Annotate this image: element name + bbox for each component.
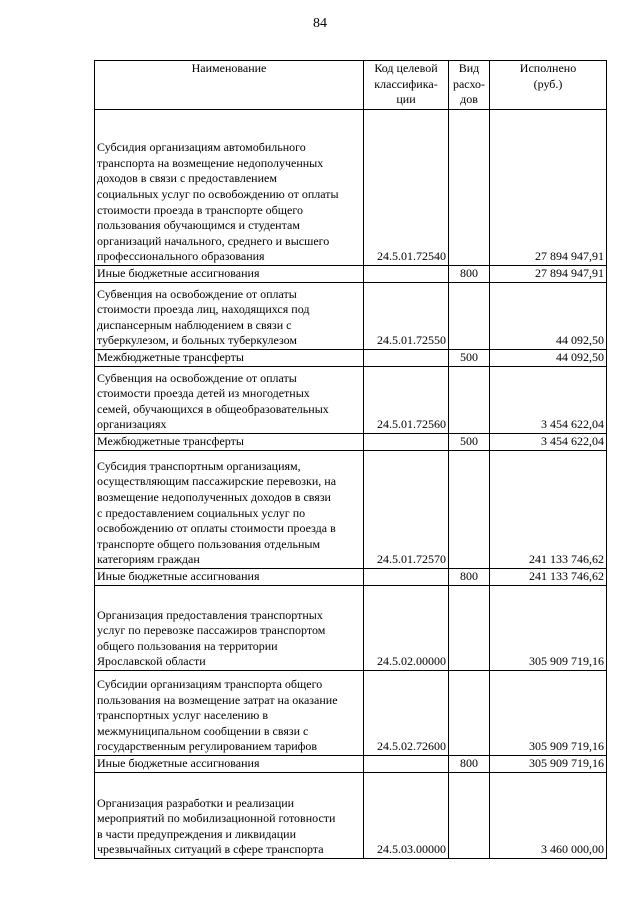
row-code <box>364 350 449 367</box>
row-code: 24.5.01.72560 <box>364 367 449 434</box>
row-type <box>449 367 490 434</box>
row-type <box>449 283 490 350</box>
row-name: Межбюджетные трансферты <box>95 434 364 451</box>
table-header-row <box>95 61 607 110</box>
table-row <box>95 569 607 586</box>
table-row <box>95 671 607 756</box>
row-name: Иные бюджетные ассигнования <box>95 266 364 283</box>
row-type <box>449 110 490 266</box>
row-name: Субсидии организациям транспорта общего пользования на возмещение затрат на оказание транспортных услуг населению в межмуниципальном сообщении в связи с государственным регулированием тарифов <box>95 671 364 756</box>
table-row <box>95 266 607 283</box>
row-code <box>364 266 449 283</box>
column-header-name: Наименование <box>95 61 364 110</box>
row-name: Субсидия транспортным организациям, осуществляющим пассажирские перевозки, на возмещение недополученных доходов в связи с предоставлением социальных услуг по освобождению от оплаты стоимости проезда в транспорте общего пользования отдельным категориям граждан <box>95 451 364 569</box>
table-row <box>95 367 607 434</box>
row-type <box>449 773 490 859</box>
row-code <box>364 434 449 451</box>
row-type <box>449 671 490 756</box>
table-row <box>95 773 607 859</box>
column-header-code: Код целевой классифика- ции <box>364 61 449 110</box>
row-code: 24.5.02.72600 <box>364 671 449 756</box>
row-code: 24.5.03.00000 <box>364 773 449 859</box>
table-row <box>95 451 607 569</box>
column-header-type: Вид расхо- дов <box>449 61 490 110</box>
row-code: 24.5.01.72550 <box>364 283 449 350</box>
row-amount: 44 092,50 <box>490 283 607 350</box>
budget-table <box>94 60 607 859</box>
row-name: Межбюджетные трансферты <box>95 350 364 367</box>
row-code: 24.5.01.72570 <box>364 451 449 569</box>
row-amount: 44 092,50 <box>490 350 607 367</box>
row-amount: 241 133 746,62 <box>490 451 607 569</box>
row-type: 500 <box>449 434 490 451</box>
row-amount: 3 460 000,00 <box>490 773 607 859</box>
row-name: Субвенция на освобождение от оплаты стоимости проезда лиц, находящихся под диспансерным наблюдением в связи с туберкулезом, и больных туберкулезом <box>95 283 364 350</box>
row-type: 800 <box>449 756 490 773</box>
table-row <box>95 350 607 367</box>
page-number: 84 <box>313 16 327 31</box>
row-name: Субвенция на освобождение от оплаты стоимости проезда детей из многодетных семей, обучающихся в общеобразовательных организациях <box>95 367 364 434</box>
row-amount: 241 133 746,62 <box>490 569 607 586</box>
row-type: 500 <box>449 350 490 367</box>
row-type <box>449 586 490 671</box>
row-amount: 3 454 622,04 <box>490 367 607 434</box>
row-type <box>449 451 490 569</box>
table-row <box>95 756 607 773</box>
table-row <box>95 434 607 451</box>
row-type: 800 <box>449 569 490 586</box>
row-name: Иные бюджетные ассигнования <box>95 569 364 586</box>
row-amount: 305 909 719,16 <box>490 586 607 671</box>
row-code <box>364 569 449 586</box>
row-name: Субсидия организациям автомобильного транспорта на возмещение недополученных доходов в связи с предоставлением социальных услуг по освобождению от оплаты стоимости проезда в транспорте общего пользования обучающимся и студентам организаций начального, среднего и высшего профессионального образования <box>95 110 364 266</box>
row-name: Организация разработки и реализации мероприятий по мобилизационной готовности в части предупреждения и ликвидации чрезвычайных ситуаций в сфере транспорта <box>95 773 364 859</box>
column-header-amount: Исполнено (руб.) <box>490 61 607 110</box>
row-code <box>364 756 449 773</box>
row-code: 24.5.02.00000 <box>364 586 449 671</box>
table-row <box>95 110 607 266</box>
table-row <box>95 586 607 671</box>
row-name: Иные бюджетные ассигнования <box>95 756 364 773</box>
row-amount: 27 894 947,91 <box>490 110 607 266</box>
row-name: Организация предоставления транспортных услуг по перевозке пассажиров транспортом общего пользования на территории Ярославской области <box>95 586 364 671</box>
row-amount: 27 894 947,91 <box>490 266 607 283</box>
row-code: 24.5.01.72540 <box>364 110 449 266</box>
table-row <box>95 283 607 350</box>
row-type: 800 <box>449 266 490 283</box>
row-amount: 3 454 622,04 <box>490 434 607 451</box>
row-amount: 305 909 719,16 <box>490 671 607 756</box>
row-amount: 305 909 719,16 <box>490 756 607 773</box>
